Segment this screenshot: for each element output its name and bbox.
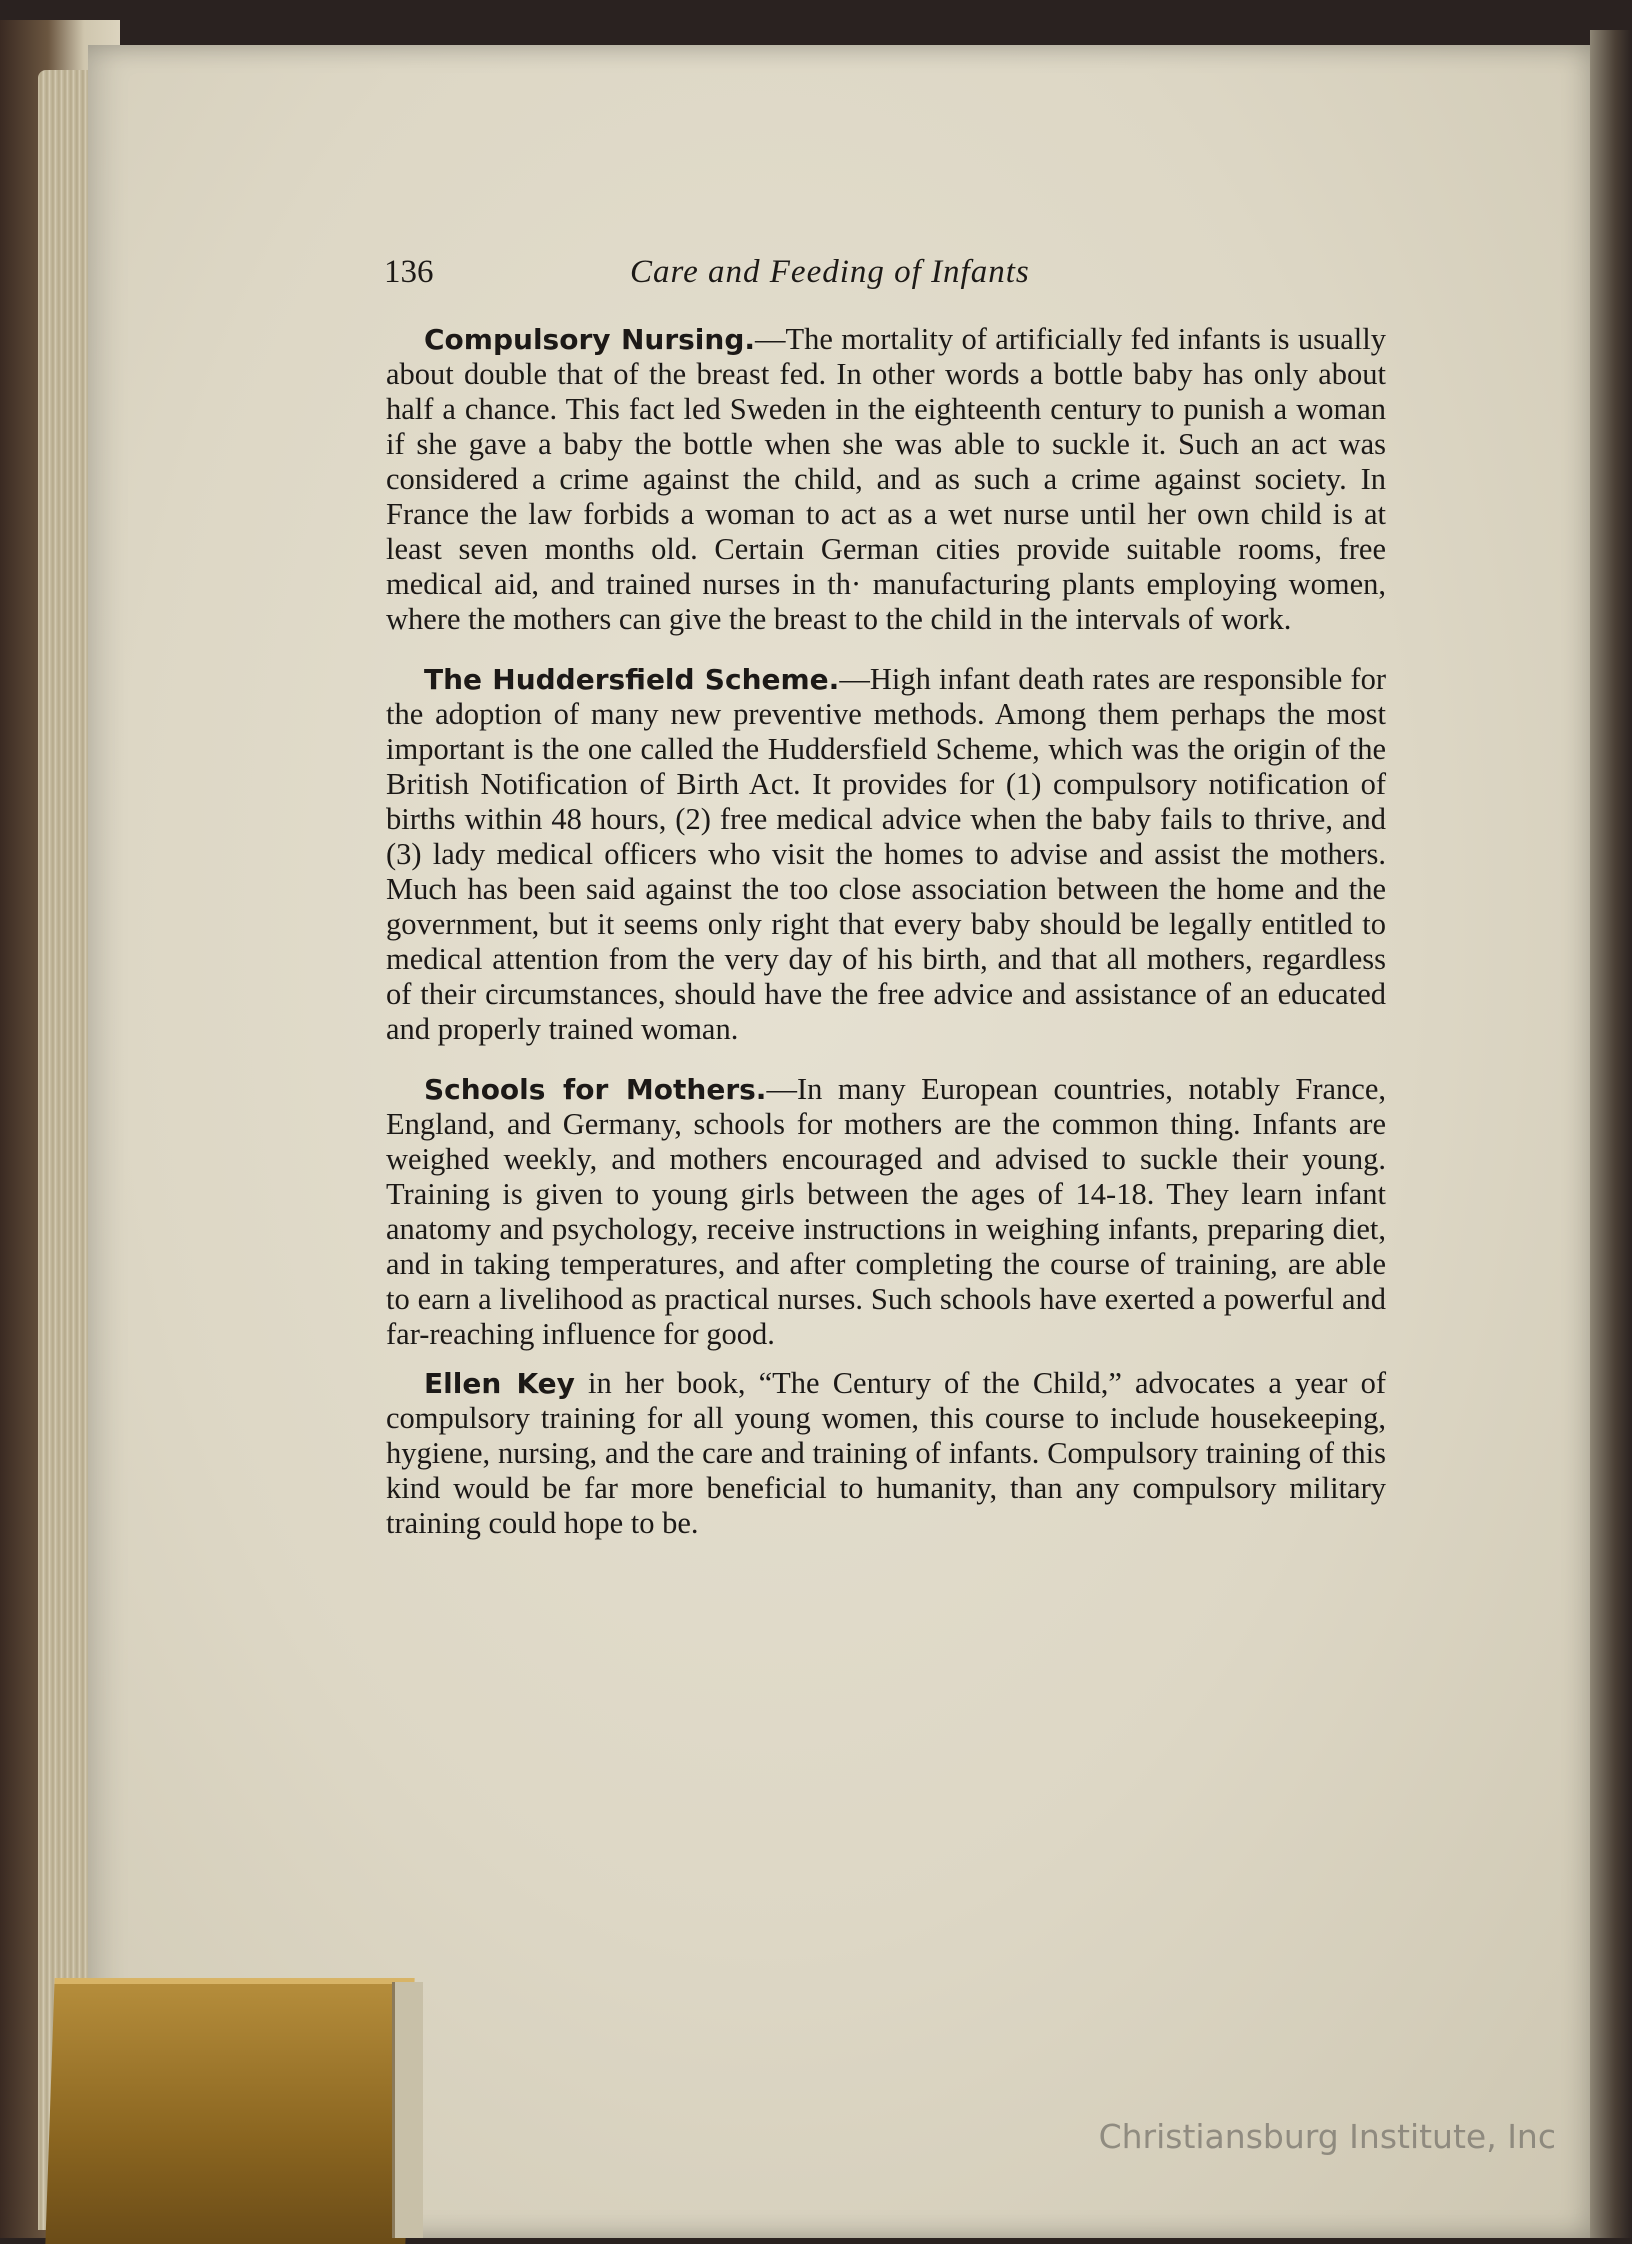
page-header <box>384 250 1384 300</box>
paragraph-heading: Compulsory Nursing. <box>424 323 756 356</box>
bookmark-fold <box>392 1982 423 2238</box>
paragraph-heading: Schools for Mothers. <box>424 1073 767 1106</box>
paragraph-ellen-key <box>386 1366 1386 1541</box>
paragraph-heading: The Huddersfield Scheme. <box>424 663 840 696</box>
paragraph-body: in her book, “The Century of the Child,” advocates a year of compulsory training for all young women, this course to include housekeeping, hygiene, nursing, and the care and training of infants. Compulsory training of this kind would be far more beneficial to humanity, than any compulsory military training could hope to be. <box>386 1366 1386 1540</box>
paragraph-body: —In many European countries, notably France, England, and Germany, schools for mothers are the common thing. Infants are weighed weekly, and mothers encouraged and advised to suckle their young. Training is given to young girls between the ages of 14-18. They learn infant anatomy and psychology, receive instructions in weighing infants, preparing diet, and in taking temperatures, and after completing the course of training, are able to earn a livelihood as practical nurses. Such schools have exerted a powerful and far-reaching influence for good. <box>386 1072 1386 1351</box>
running-title: Care and Feeding of Infants <box>630 254 1030 290</box>
paragraph-huddersfield-scheme <box>386 662 1386 1047</box>
paragraph-compulsory-nursing <box>386 322 1386 637</box>
bookmark <box>45 1978 414 2244</box>
paragraph-schools-for-mothers <box>386 1072 1386 1352</box>
body-text <box>386 322 1386 1541</box>
page-number: 136 <box>384 254 434 290</box>
book-gutter <box>1590 30 1632 2238</box>
paragraph-body: —High infant death rates are responsible for the adoption of many new preventive methods. Among them perhaps the most important is the one called the Huddersfield Scheme, which was the origin of the British Notification of Birth Act. It provides for (1) compulsory notification of births within 48 hours, (2) free medical advice when the baby fails to thrive, and (3) lady medical officers who visit the homes to advise and assist the mothers. Much has been said against the too close association between the home and the government, but it seems only right that every baby should be legally entitled to medical attention from the very day of his birth, and that all mothers, regardless of their circumstances, should have the free advice and assistance of an educated and properly trained woman. <box>386 662 1387 1046</box>
watermark: Christiansburg Institute, Inc <box>1098 2117 1556 2156</box>
paragraph-heading: Ellen Key <box>424 1367 575 1400</box>
paragraph-body: —The mortality of artificially fed infants is usually about double that of the breast fed. In other words a bottle baby has only about half a chance. This fact led Sweden in the eighteenth century to punish a woman if she gave a baby the bottle when she was able to suckle it. Such an act was considered a crime against the child, and as such a crime against society. In France the law forbids a woman to act as a wet nurse until her own child is at least seven months old. Certain German cities provide suitable rooms, free medical aid, and trained nurses in th· manufacturing plants employing women, where the mothers can give the breast to the child in the intervals of work. <box>386 322 1386 636</box>
